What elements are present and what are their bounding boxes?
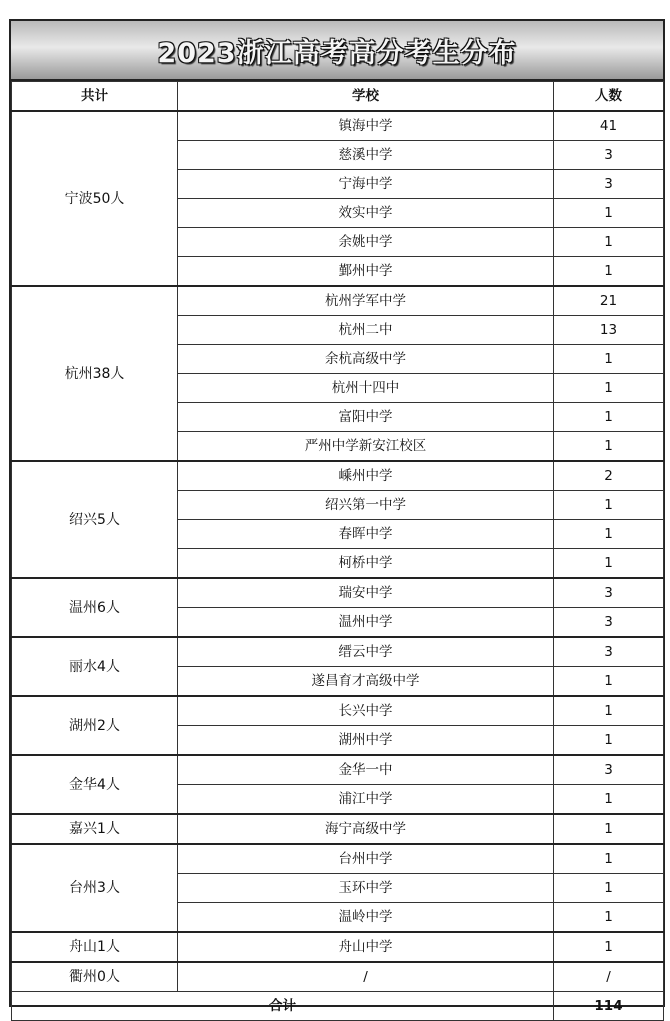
table-row [12,111,664,141]
school-name-cell: 台州中学 [178,844,554,874]
student-count-cell: 1 [554,932,664,962]
city-total-cell: 舟山1人 [12,932,178,962]
student-count-cell: 1 [554,403,664,432]
student-count-cell: 13 [554,316,664,345]
student-count-cell: 1 [554,228,664,257]
school-name-cell: 余杭高级中学 [178,345,554,374]
school-name-cell: 鄞州中学 [178,257,554,287]
student-count-cell: 41 [554,111,664,141]
student-count-cell: 1 [554,785,664,815]
table-row [12,932,664,962]
student-count-cell: 1 [554,696,664,726]
table-row [12,696,664,726]
student-count-cell: 2 [554,461,664,491]
city-total-cell: 台州3人 [12,844,178,932]
student-count-cell: 1 [554,199,664,228]
city-total-cell: 绍兴5人 [12,461,178,578]
student-count-cell: 1 [554,345,664,374]
student-count-cell: 3 [554,608,664,638]
school-name-cell: 湖州中学 [178,726,554,756]
student-count-cell: 1 [554,549,664,579]
school-name-cell: 镇海中学 [178,111,554,141]
school-name-cell: 金华一中 [178,755,554,785]
table-row [12,962,664,992]
header-row [12,82,664,112]
school-name-cell: 温州中学 [178,608,554,638]
table-row [12,755,664,785]
school-name-cell: 慈溪中学 [178,141,554,170]
table-row [12,286,664,316]
student-count-cell: 1 [554,667,664,697]
table-row [12,578,664,608]
school-name-cell: 长兴中学 [178,696,554,726]
school-name-cell: 舟山中学 [178,932,554,962]
distribution-sheet [9,19,665,1014]
student-count-cell: 3 [554,637,664,667]
school-name-cell: 绍兴第一中学 [178,491,554,520]
student-count-cell: 1 [554,432,664,462]
student-count-cell: 3 [554,578,664,608]
header-count: 人数 [554,82,664,112]
school-name-cell: 杭州学军中学 [178,286,554,316]
school-name-cell: 玉环中学 [178,874,554,903]
student-count-cell: 1 [554,491,664,520]
student-count-cell: 1 [554,726,664,756]
total-row [12,992,664,1021]
school-name-cell: 瑞安中学 [178,578,554,608]
school-name-cell: 严州中学新安江校区 [178,432,554,462]
student-count-cell: / [554,962,664,992]
school-name-cell: 柯桥中学 [178,549,554,579]
table-row [12,637,664,667]
title-banner [11,21,663,81]
table-row [12,844,664,874]
city-total-cell: 温州6人 [12,578,178,637]
student-count-cell: 1 [554,844,664,874]
school-name-cell: 春晖中学 [178,520,554,549]
student-count-cell: 1 [554,814,664,844]
page-title: 2023浙江高考高分考生分布 [157,37,517,69]
school-name-cell: 缙云中学 [178,637,554,667]
school-name-cell: 富阳中学 [178,403,554,432]
city-total-cell: 宁波50人 [12,111,178,286]
school-name-cell: 宁海中学 [178,170,554,199]
total-label: 合计 [12,992,554,1021]
total-count: 114 [554,992,664,1021]
distribution-table [11,81,664,1021]
student-count-cell: 21 [554,286,664,316]
city-total-cell: 衢州0人 [12,962,178,992]
school-name-cell: 杭州十四中 [178,374,554,403]
school-name-cell: 温岭中学 [178,903,554,933]
city-total-cell: 丽水4人 [12,637,178,696]
table-row [12,814,664,844]
student-count-cell: 1 [554,520,664,549]
city-total-cell: 金华4人 [12,755,178,814]
city-total-cell: 杭州38人 [12,286,178,461]
student-count-cell: 1 [554,257,664,287]
table-row [12,461,664,491]
student-count-cell: 1 [554,374,664,403]
student-count-cell: 1 [554,874,664,903]
school-name-cell: 浦江中学 [178,785,554,815]
school-name-cell: 效实中学 [178,199,554,228]
student-count-cell: 3 [554,170,664,199]
student-count-cell: 3 [554,755,664,785]
school-name-cell: / [178,962,554,992]
header-school: 学校 [178,82,554,112]
city-total-cell: 湖州2人 [12,696,178,755]
school-name-cell: 嵊州中学 [178,461,554,491]
table-body [12,111,664,992]
city-total-cell: 嘉兴1人 [12,814,178,844]
school-name-cell: 余姚中学 [178,228,554,257]
student-count-cell: 1 [554,903,664,933]
school-name-cell: 杭州二中 [178,316,554,345]
student-count-cell: 3 [554,141,664,170]
header-total: 共计 [12,82,178,112]
school-name-cell: 遂昌育才高级中学 [178,667,554,697]
school-name-cell: 海宁高级中学 [178,814,554,844]
